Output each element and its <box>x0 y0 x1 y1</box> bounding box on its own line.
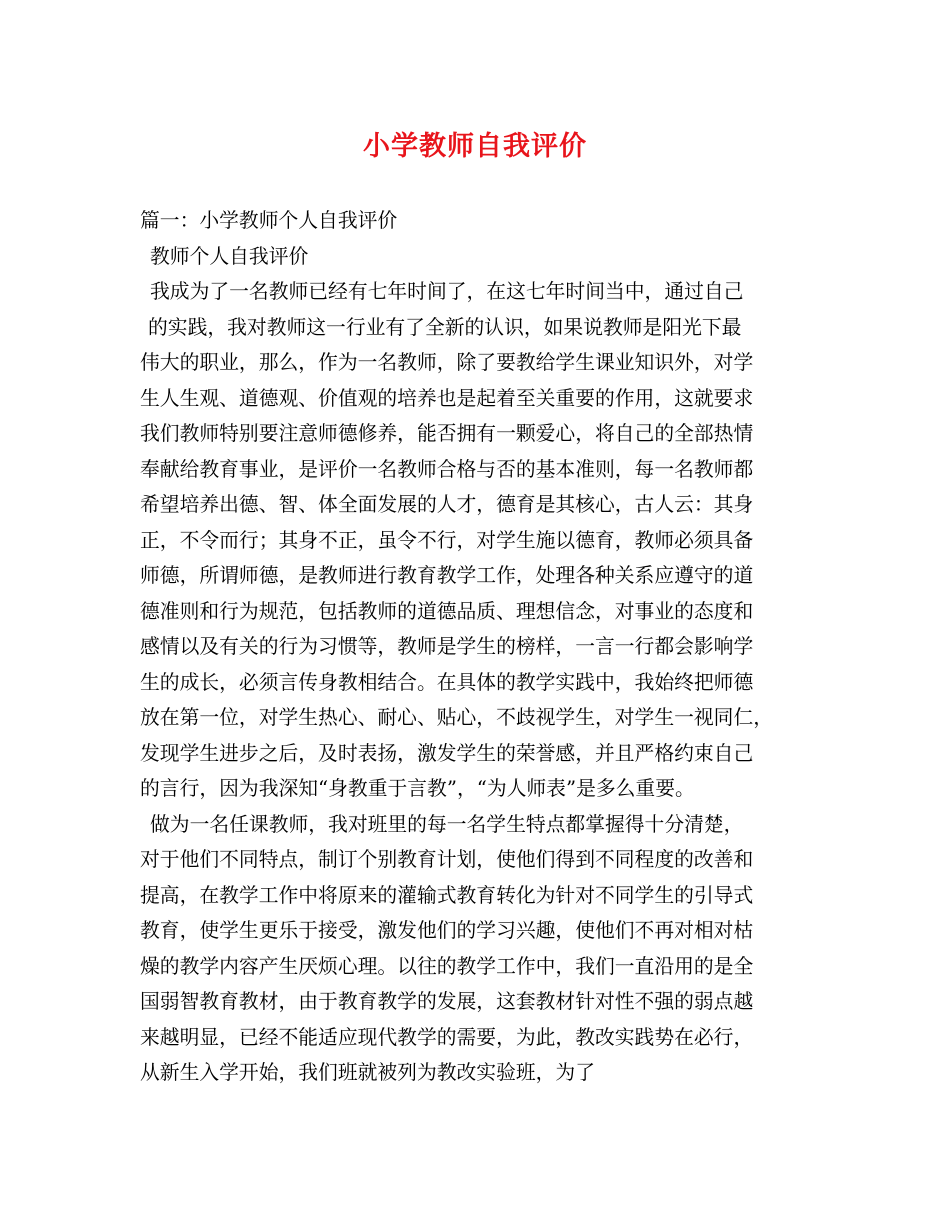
document-title: 小学教师自我评价 <box>363 131 587 162</box>
text-line: 生的成长，必须言传身教相结合。在具体的教学实践中，我始终把师德 <box>140 670 754 694</box>
document-body <box>140 203 830 1091</box>
text-line: 提高，在教学工作中将原来的灌输式教育转化为针对不同学生的引导式 <box>140 883 754 907</box>
text-line: 伟大的职业，那么，作为一名教师，除了要教给学生课业知识外，对学 <box>140 351 754 374</box>
text-line: 的言行，因为我深知“身教重于言教”，“为人师表”是多么重要。 <box>140 777 695 800</box>
text-line: 来越明显，已经不能适应现代教学的需要，为此，教改实践势在必行， <box>140 1025 754 1049</box>
text-line: 做为一名任课教师，我对班里的每一名学生特点都掌握得十分清楚， <box>150 812 744 836</box>
text-line: 教育，使学生更乐于接受，激发他们的学习兴趣，使他们不再对相对枯 <box>140 919 754 942</box>
text-line: 发现学生进步之后，及时表扬，激发学生的荣誉感，并且严格约束自己 <box>140 741 754 765</box>
text-line: 奉献给教育事业，是评价一名教师合格与否的基本准则，每一名教师都 <box>140 457 754 481</box>
text-line: 生人生观、道德观、价值观的培养也是起着至关重要的作用，这就要求 <box>140 386 754 410</box>
text-line: 从新生入学开始，我们班就被列为教改实验班，为了 <box>140 1061 595 1084</box>
text-line: 感情以及有关的行为习惯等，教师是学生的榜样，一言一行都会影响学 <box>140 635 754 658</box>
text-line: 我们教师特别要注意师德修养，能否拥有一颗爱心，将自己的全部热情 <box>140 422 754 445</box>
text-line: 正，不令而行；其身不正，虽令不行，对学生施以德育，教师必须具备 <box>140 528 754 552</box>
subsection-heading: 教师个人自我评价 <box>150 244 309 268</box>
text-line: 希望培养出德、智、体全面发展的人才，德育是其核心，古人云：其身 <box>140 493 754 516</box>
text-line: 国弱智教育教材，由于教育教学的发展，这套教材针对性不强的弱点越 <box>140 990 754 1013</box>
text-line: 德准则和行为规范，包括教师的道德品质、理想信念，对事业的态度和 <box>140 599 754 623</box>
text-line: 对于他们不同特点，制订个别教育计划，使他们得到不同程度的改善和 <box>140 848 754 871</box>
text-line: 放在第一位，对学生热心、耐心、贴心，不歧视学生，对学生一视同仁， <box>140 706 774 729</box>
text-line: 燥的教学内容产生厌烦心理。以往的教学工作中，我们一直沿用的是全 <box>140 954 754 978</box>
text-line: 师德，所谓师德，是教师进行教育教学工作，处理各种关系应遵守的道 <box>140 564 754 587</box>
text-line: 我成为了一名教师已经有七年时间了，在这七年时间当中，通过自己 <box>150 280 744 303</box>
section-heading: 篇一：小学教师个人自我评价 <box>140 209 398 232</box>
text-line: 的实践，我对教师这一行业有了全新的认识，如果说教师是阳光下最 <box>148 315 742 339</box>
